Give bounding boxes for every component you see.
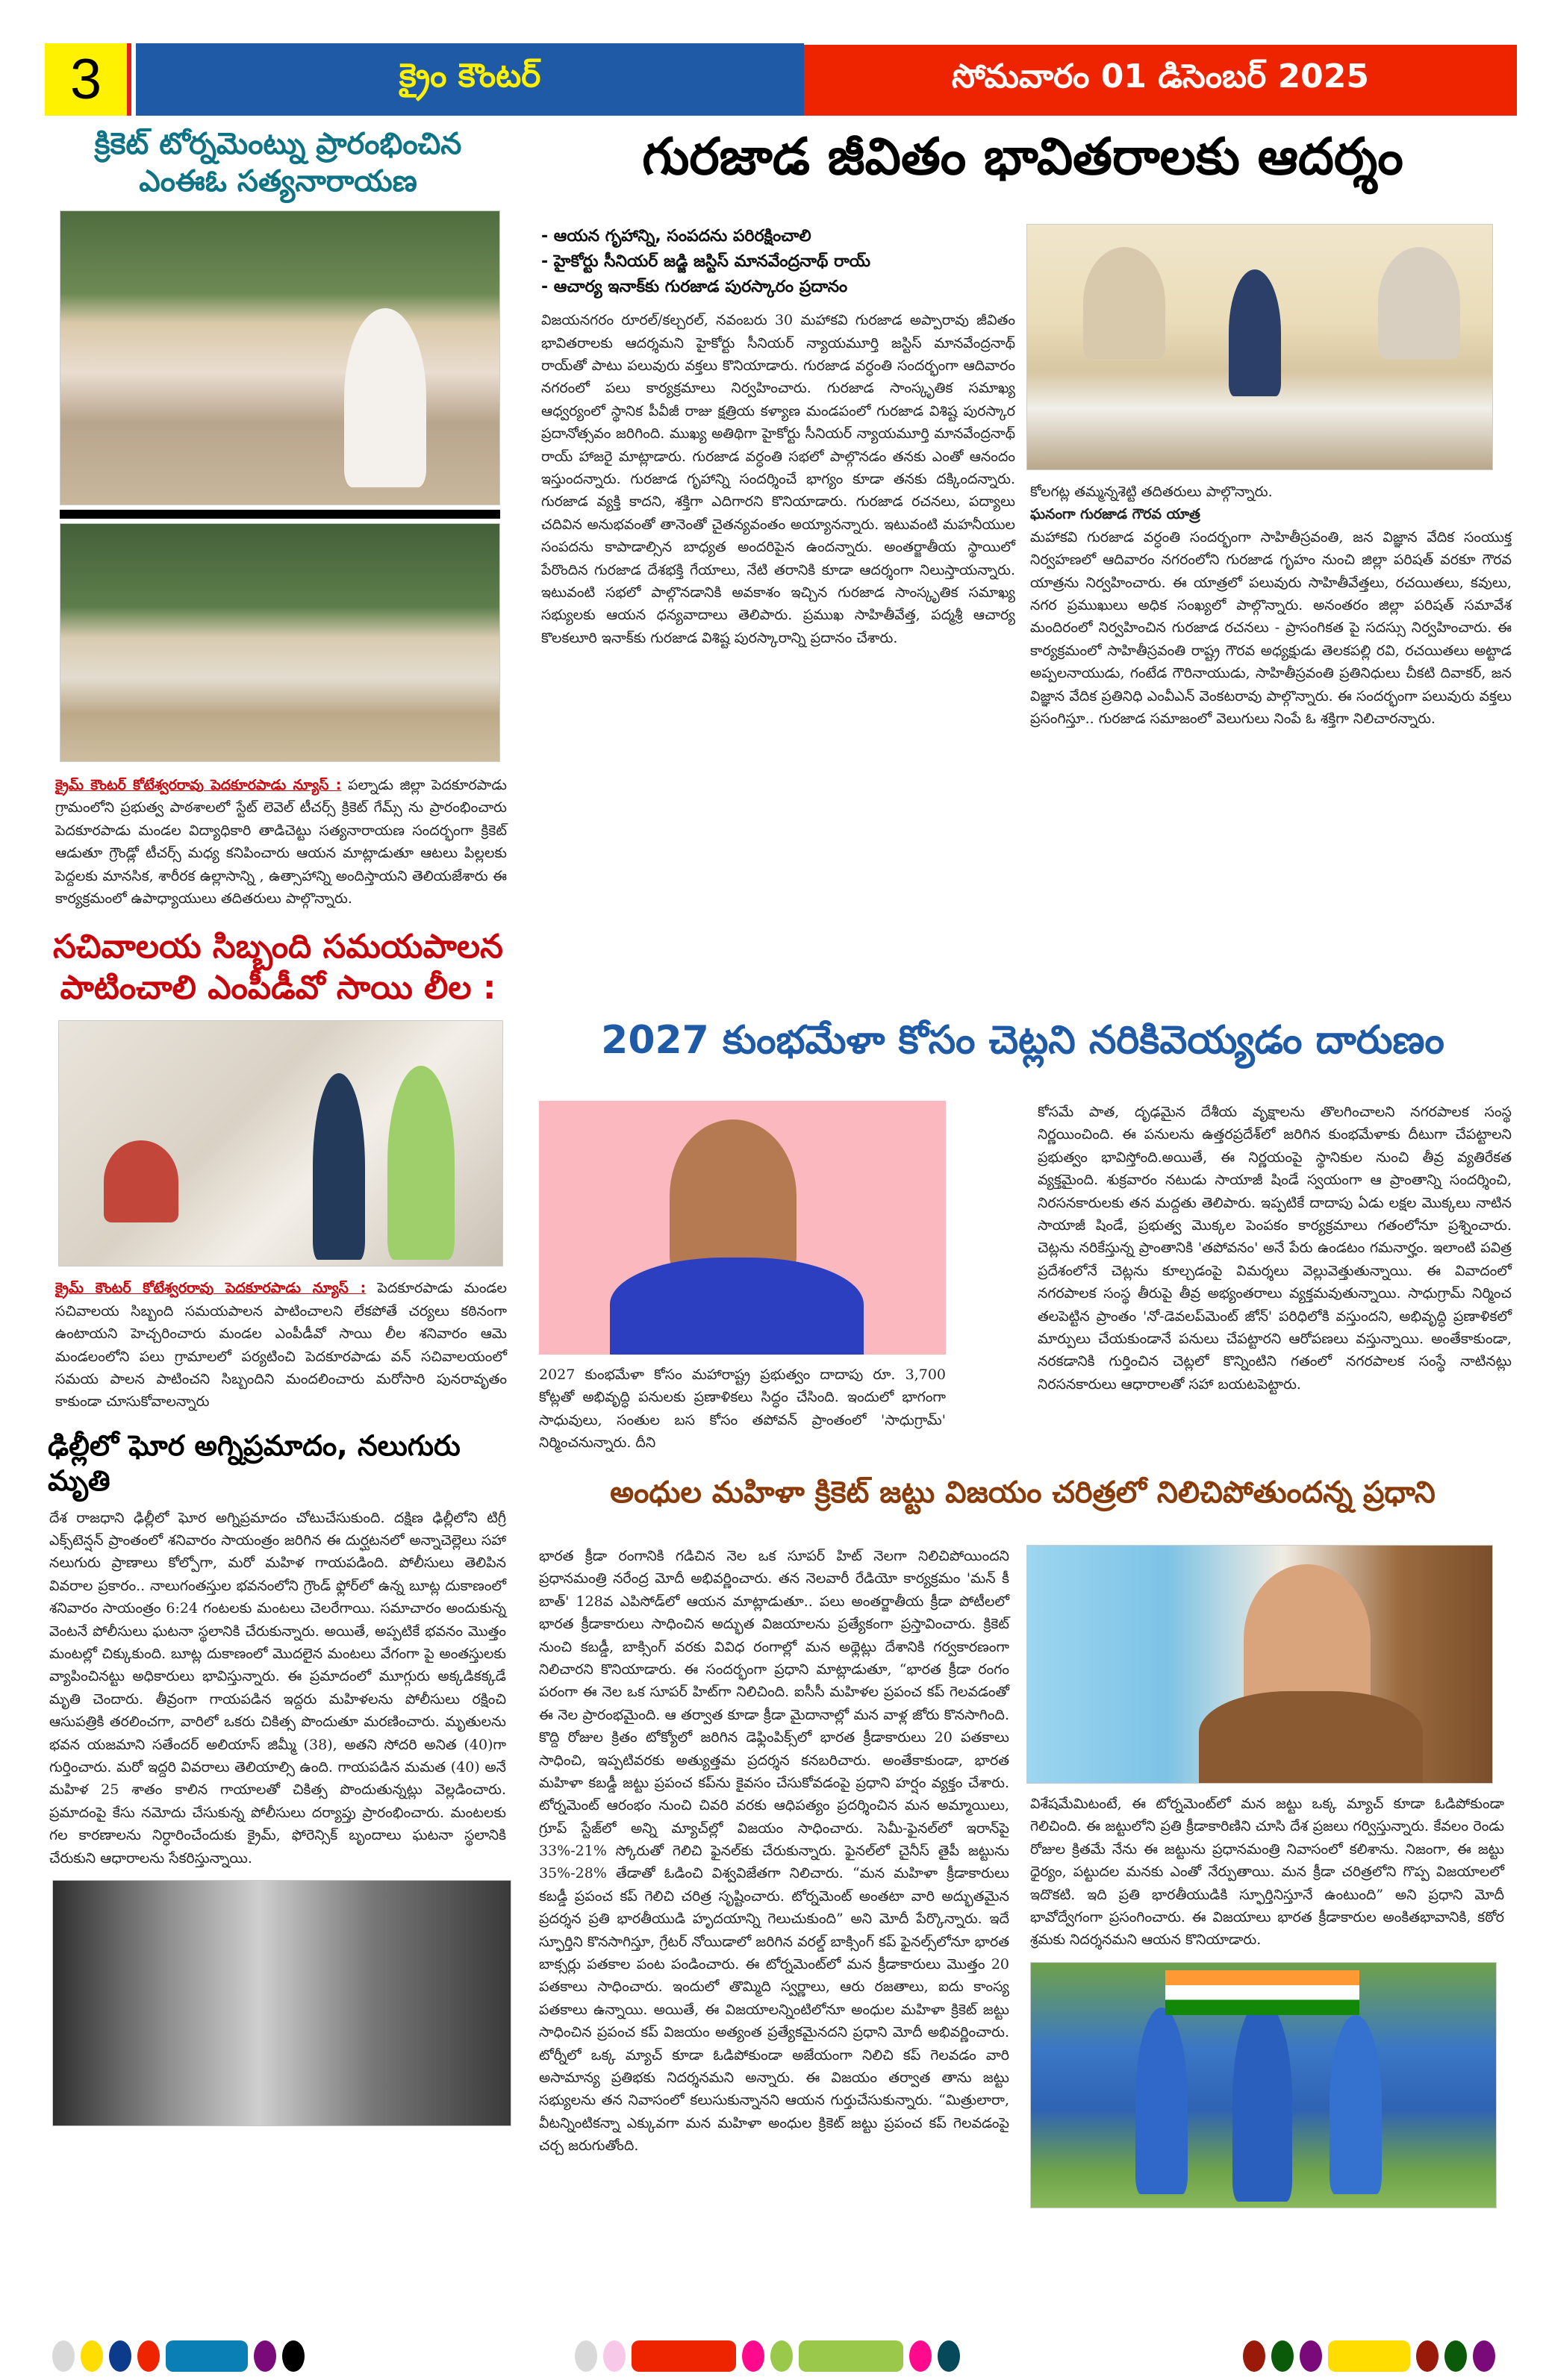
registration-mark <box>1271 2340 1294 2372</box>
gurajada-body-2: మహాకవి గురజాడ వర్ధంతి సందర్భంగా సాహితీస్రవంతి, జన విజ్ఞాన వేదిక సంయుక్త నిర్వహణలో ఆదివారం నగరంలోని గురజాడ గృహం నుంచి జిల్లా పరిషత్ వరకూ గౌరవ యాత్రను నిర్వహించారు. ఈ యాత్రలో పలువురు సాహితీవేత్తలు, రచయితలు, కవులు, నగర ప్రముఖులు అధిక సంఖ్యలో పాల్గొన్నారు. అనంతరం జిల్లా పరిషత్ సమావేశ మందిరంలో నిర్వహించిన గురజాడ రచనలు - ప్రాసంగికత పై సదస్సు నిర్వహించారు. ఈ కార్యక్రమంలో సాహితీస్రవంతి రాష్ట్ర గౌరవ అధ్యక్షుడు తెలకపల్లి రవి, రచయితలు అట్టాడ అప్పలనాయుడు, గంటేడ గౌరినాయుడు, సాహితీస్రవంతి ప్రతినిధులు చీకటి దివాకర్, జన విజ్ఞాన వేదిక ప్రతినిధి ఎంవీఎన్ వెంకటరావు పాల్గొన్నారు. ఈ సందర్భంగా పలువురు వక్తలు ప్రసంగిస్తూ.. గురజాడ సమాజంలో వెలుగులు నింపే ఓ శక్తిగా నిలిచారన్నారు. <box>1030 528 1512 727</box>
registration-mark <box>575 2340 597 2372</box>
modi-jacket <box>1199 1691 1423 1784</box>
gurajada-event-photo <box>1026 224 1493 470</box>
kumbhmela-left-column <box>539 1101 948 1467</box>
sachivalayam-headline: సచివాలయ సిబ్బంది సమయపాలన పాటించాలి ఎంపీడీవో సాయి లీల : <box>53 928 503 1008</box>
registration-mark <box>799 2340 903 2372</box>
gurajada-headline: గురజాడ జీవితం భావితరాలకు ఆదర్శం <box>642 127 1403 187</box>
registration-mark <box>770 2340 793 2372</box>
cricket-photo-2 <box>60 523 500 762</box>
blind-cricket-headline: అంధుల మహిళా క్రికెట్ జట్టు విజయం చరిత్రలో నిలిచిపోతుందన్న ప్రధాని <box>610 1475 1436 1510</box>
sachivalayam-byline: క్రైమ్ కౌంటర్ కోటేశ్వరరావు పెదకూరపాడు న్యూస్ : <box>55 1280 367 1297</box>
left-column <box>45 125 511 2331</box>
registration-mark <box>1444 2340 1467 2372</box>
mpdo-visit-photo <box>58 1020 503 1266</box>
registration-mark <box>909 2340 932 2372</box>
gurajada-bullets <box>541 224 1019 300</box>
blind-cricket-article-right <box>1030 1793 1504 1952</box>
player-figure <box>1135 2008 1188 2194</box>
page-number: 3 <box>45 43 131 116</box>
kumbhmela-article-right <box>1038 1101 1512 1396</box>
gurajada-bullet: - ఆయన గృహాన్ని, సంపదను పరిరక్షించాలి <box>541 227 811 246</box>
delhi-fire-article <box>49 1507 506 1870</box>
blind-cricket-left-column <box>539 1545 1013 2332</box>
blind-cricket-article-left <box>539 1545 1009 2158</box>
blind-cricket-body-left: భారత క్రీడా రంగానికి గడిచిన నెల ఒక సూపర్ హిట్ నెలగా నిలిచిపోయిందని ప్రధానమంత్రి నరేంద్ర మోదీ అభివర్ణించారు. తన నెలవారీ రేడియో కార్యక్రమం 'మన్ కీ బాత్' 128వ ఎపిసోడ్‌లో ఆయన మాట్లాడుతూ.. పలు అంతర్జాతీయ క్రీడా పోటీలలో భారత క్రీడాకారులు సాధించిన అద్భుత విజయాలను ప్రత్యేకంగా ప్రస్తావించారు. క్రికెట్ నుంచి కబడ్డీ, బాక్సింగ్ వరకు వివిధ రంగాల్లో మన అథ్లెట్లు దేశానికి గర్వకారణంగా నిలిచారని కొనియాడారు. ఈ సందర్భంగా ప్రధాని మాట్లాడుతూ, “భారత క్రీడా రంగం పరంగా ఈ నెల ఒక సూపర్ హిట్‌గా నిలిచింది. ఐసీసీ మహిళల ప్రపంచ కప్ గెలవడంతో ఈ నెల ప్రారంభమైంది. ఆ తర్వాత కూడా క్రీడా మైదానాల్లో మన వాళ్ల జోరు కొనసాగింది. కొద్ది రోజుల క్రితం టోక్యోలో జరిగిన డెఫ్లింపిక్స్‌లో భారత క్రీడాకారులు 20 పతకాలు సాధించి, ఇప్పటివరకు అత్యుత్తమ ప్రదర్శన కనబరిచారు. అంతేకాకుండా, భారత మహిళా కబడ్డీ జట్టు ప్రపంచ కప్‌ను కైవసం చేసుకోవడంపై ప్రధాని హర్షం వ్యక్తం చేశారు. టోర్నమెంట్ ఆరంభం నుంచి చివరి వరకు ఆధిపత్యం ప్రదర్శించిన మన అమ్మాయిలు, గ్రూప్ స్టేజ్‌లో అన్ని మ్యాచ్‌ల్లో విజయం సాధించారు. సెమీ-ఫైనల్‌లో ఇరాన్‌పై 33%-21% స్కోరుతో గెలిచి ఫైనల్‌కు చేరుకున్నారు. ఫైనల్‌లో చైనీస్ తైపీ జట్టును 35%-28% తేడాతో ఓడించి విశ్వవిజేతగా నిలిచారు. “మన మహిళా క్రీడాకారులు కబడ్డీ ప్రపంచ కప్ గెలిచి చరిత్ర సృష్టించారు. టోర్నమెంట్ అంతటా వారి అద్భుతమైన ప్రదర్శన ప్రతి భారతీయుడి హృదయాన్ని గెలుచుకుంది” అని మోదీ పేర్కొన్నారు. ఇదే స్ఫూర్తిని కొనసాగిస్తూ, గ్రేటర్ నోయిడాలో జరిగిన వరల్డ్ బాక్సింగ్ కప్ ఫైనల్స్‌లోనూ భారత బాక్సర్లు పతకాల పంట పండించారు. ఈ టోర్నమెంట్‌లో మన క్రీడాకారులు మొత్తం 20 పతకాలు సాధించారు. ఇందులో తొమ్మిది స్వర్ణాలు, ఆరు రజతాలు, ఐదు కాంస్య పతకాలు ఉన్నాయి. అయితే, ఈ విజయాలన్నింటిలోనూ అంధుల మహిళా క్రికెట్ జట్టు సాధించిన ప్రపంచ కప్ విజయం అత్యంత ప్రత్యేకమైనదని ప్రధాని మోదీ అభివర్ణించారు. టోర్నీలో ఒక్క మ్యాచ్ కూడా ఓడిపోకుండా అజేయంగా నిలిచి కప్ గెలవడం వారి అసామాన్య ప్రతిభకు నిదర్శనమని అన్నారు. ఈ విజయం తర్వాత తాను జట్టు సభ్యులను తన నివాసంలో కలుసుకున్నానని ఆయన గుర్తుచేసుకున్నారు. “మిత్రులారా, వీటన్నింటికన్నా ఎక్కువగా మన మహిళా అంధుల క్రికెట్ జట్టు ప్రపంచ కప్ గెలవడంపై చర్చ జరుగుతోంది. <box>539 1548 1009 2155</box>
photo-divider <box>60 510 500 519</box>
registration-mark <box>282 2340 305 2372</box>
shinde-shirt <box>610 1258 864 1355</box>
registration-mark <box>1416 2340 1438 2372</box>
gurajada-bullet: - ఆచార్య ఇనాక్‌కు గురజాడ పురస్కారం ప్రదానం <box>541 278 848 297</box>
player-figure <box>1330 2015 1382 2194</box>
registration-mark <box>938 2340 960 2372</box>
cricket-body: పల్నాడు జిల్లా పెదకూరపాడు గ్రామంలోని ప్రభుత్వ పాఠశాలలో స్టేట్ లెవెల్ టీచర్స్ క్రికెట్ గేమ్స్ ను ప్రారంభించారు పెదకూరపాడు మండల విద్యాధికారి తాడిచెట్టు సత్యనారాయణ సందర్భంగా క్రికెట్ ఆడుతూ గ్రౌండ్లో టీచర్స్ మధ్య కనిపించారు ఆయన మాట్లాడుతూ ఆటలు పిల్లలకు పెద్దలకు మానసిక, శారీరక ఉల్లాసాన్ని , ఉత్సాహాన్ని అందిస్తాయని తెలియజేశారు ఈ కార్యక్రమంలో ఉపాధ్యాయులు తదితరులు పాల్గొన్నారు. <box>55 777 507 907</box>
gurajada-body: విజయనగరం రూరల్/కల్చరల్, నవంబరు 30 మహాకవి గురజాడ అప్పారావు జీవితం భావితరాలకు ఆదర్శమని హైకోర్టు సీనియర్ న్యాయమూర్తి జస్టిస్ మానవేంద్రనాథ్ రాయ్‌తో పాటు పలువురు వక్తలు కొనియాడారు. గురజాడ వర్ధంతి సందర్భంగా ఆదివారం నగరంలో పలు కార్యక్రమాలు నిర్వహించారు. గురజాడ సాంస్కృతిక సమాఖ్య ఆధ్వర్యంలో స్థానిక పీవీజీ రాజు క్షత్రియ కళ్యాణ మండపంలో గురజాడ విశిష్ట పురస్కార ప్రదానోత్సవం జరిగింది. ముఖ్య అతిథిగా హైకోర్టు సీనియర్ న్యాయమూర్తి మానవేంద్రనాథ్ రాయ్ హాజరై మాట్లాడారు. గురజాడ వర్ధంతి సభలో పాల్గొనడం తనకు ఎంతో ఆనందం ఇస్తుందన్నారు. గురజాడ గృహాన్ని సందర్శించే భాగ్యం కూడా తనకు దక్కిందన్నారు. గురజాడ వ్యక్తి కాదని, శక్తిగా ఎదిగారని కొనియాడారు. గురజాడ రచనలు, పద్యాలు చదివిన అనుభవంతో తానెంతో చైతన్యవంతం అయ్యానన్నారు. ఇటువంటి మహనీయుల సంపదను కాపాడాల్సిన బాధ్యత అందరిపైన ఉందన్నారు. అంతర్జాతీయ స్థాయిలో పేరొందిన గురజాడ దేశభక్తి గేయాలు, నేటి తరానికి కూడా ఆదర్శంగా నిలుస్తాయన్నారు. ఇటువంటి సభలో పాల్గొనడానికి అవకాశం ఇచ్చిన గురజాడ సాంస్కృతిక సమాఖ్య సభ్యులకు ఆయన ధన్యవాదాలు తెలిపారు. ప్రముఖ సాహితీవేత్త, పద్మశ్రీ ఆచార్య కొలకలూరి ఇనాక్‌కు గురజాడ విశిష్ట పురస్కారాన్ని ప్రదానం చేశారు. <box>541 312 1015 646</box>
pm-modi-photo <box>1026 1545 1493 1784</box>
registration-mark <box>1473 2340 1495 2372</box>
sayaji-shinde-photo <box>539 1101 946 1355</box>
delhi-fire-headline: ఢిల్లీలో ఘోర అగ్నిప్రమాదం, నలుగురు మృతి <box>48 1428 461 1498</box>
player-figure <box>1232 2000 1292 2202</box>
gurajada-right-column <box>1026 224 1519 1008</box>
sachivalayam-article <box>55 1277 507 1413</box>
delhi-fire-body: దేశ రాజధాని ఢిల్లీలో ఘోర అగ్నిప్రమాదం చోటుచేసుకుంది. దక్షిణ ఢిల్లీలోని టిగ్రీ ఎక్స్‌టెన్షన్ ప్రాంతంలో శనివారం సాయంత్రం జరిగిన ఈ దుర్ఘటనలో అన్నాచెల్లెలు సహా నలుగురు ప్రాణాలు కోల్పోగా, మరో మహిళ గాయపడింది. పోలీసులు తెలిపిన వివరాల ప్రకారం.. నాలుగంతస్తుల భవనంలోని గ్రౌండ్ ఫ్లోర్‌లో ఉన్న బూట్ల దుకాణంలో శనివారం సాయంత్రం 6:24 గంటలకు మంటలు చెలరేగాయి. సమాచారం అందుకున్న వెంటనే పోలీసులు ఘటనా స్థలానికి చేరుకున్నారు. అయితే, అప్పటికే భవనం మొత్తం మంటల్లో చిక్కుకుంది. బూట్ల దుకాణంలో మొదలైన మంటలు వేగంగా పై అంతస్తులకు వ్యాపించినట్టు అధికారులు భావిస్తున్నారు. ఈ ప్రమాదంలో మూగ్గురు అక్కడికక్కడే మృతి చెందారు. తీవ్రంగా గాయపడిన ఇద్దరు మహిళలను పోలీసులు రక్షించి ఆసుపత్రికి తరలించగా, వారిలో ఒకరు చికిత్స పొందుతూ మరణించారు. మృతులను భవన యజమాని సతేందర్ అలియాస్ జిమ్మీ (38), అతని సోదరి అనిత (40)గా గుర్తించారు. మరో ఇద్దరి వివరాలు తెలియాల్సి ఉంది. గాయపడిన మమత (40) అనే మహిళ 25 శాతం కాలిన గాయాలతో చికిత్స పొందుతున్నట్లు వెల్లడించారు. ప్రమాదంపై కేసు నమోదు చేసుకున్న పోలీసులు దర్యాప్తు ప్రారంభించారు. మంటలకు గల కారణాలను నిర్ధారించేందుకు క్రైమ్, ఫోరెన్సిక్ బృందాలు ఘటనా స్థలానికి చేరుకుని ఆధారాలను సేకరిస్తున్నాయి. <box>49 1509 506 1867</box>
sachivalayam-body: పెదకూరపాడు మండల సచివాలయ సిబ్బంది సమయపాలన పాటించాలని లేకపోతే చర్యలు కఠినంగా ఉంటాయని హెచ్చరించారు మండల ఎంపీడీవో సాయి లీల శనివారం ఆమె మండలంలోని పలు గ్రామాలలో పర్యటించి పెదకూరపాడు వన్ సచివాలయంలో సమయ పాలన పాటించని సిబ్బందిని మందలించారు మరోసారి పునరావృతం కాకుండా చూసుకోవాలన్నారు <box>55 1280 507 1411</box>
registration-mark <box>166 2340 248 2372</box>
registration-mark <box>632 2340 736 2372</box>
gurajada-article <box>541 309 1015 649</box>
kumbhmela-article-left <box>539 1364 946 1455</box>
gurajada-body-continued: కోలగట్ల తమ్మన్నశెట్టి తదితరులు పాల్గొన్నారు. <box>1030 484 1273 500</box>
registration-mark <box>52 2340 75 2372</box>
gurajada-bullet: - హైకోర్టు సీనియర్ జడ్జి జస్టిస్ మానవేంద్రనాథ్ రాయ్ <box>541 252 871 272</box>
gurajada-article-continued <box>1030 481 1512 730</box>
kumbhmela-right-column <box>1038 1101 1515 1467</box>
mpdo-figure <box>104 1140 178 1222</box>
gurajada-portrait <box>1083 247 1165 359</box>
kumbhmela-headline: 2027 కుంభమేళా కోసం చెట్లని నరికివెయ్యడం దారుణం <box>601 1018 1444 1063</box>
indian-flag <box>1165 1970 1359 2015</box>
cricket-article <box>55 774 507 910</box>
registration-mark <box>1243 2340 1265 2372</box>
cricket-headline: క్రికెట్ టోర్నమెంట్ను ప్రారంభించిన ఎంఈఓ సత్యనారాయణ <box>94 127 462 199</box>
blind-cricket-team-photo <box>1030 1962 1497 2208</box>
registration-mark <box>742 2340 764 2372</box>
blind-cricket-right-column <box>1026 1545 1519 2332</box>
speaker-figure <box>1229 269 1281 396</box>
cricket-byline: క్రైమ్ కౌంటర్ కోటేశ్వరరావు పెదకూరపాడు న్యూస్ : <box>55 777 342 793</box>
registration-mark <box>1300 2340 1322 2372</box>
batsman-figure <box>344 308 426 487</box>
fire-victim-photo <box>52 1880 511 2126</box>
registration-mark <box>81 2340 103 2372</box>
gurajada-subhead: ఘనంగా గురజాడ గౌరవ యాత్ర <box>1030 506 1200 523</box>
registration-mark <box>254 2340 276 2372</box>
issue-date: సోమవారం 01 డిసెంబర్ 2025 <box>804 45 1517 116</box>
staff-figure-2 <box>387 1066 455 1260</box>
staff-figure-1 <box>313 1073 365 1260</box>
gurajada-left-column <box>541 224 1019 1008</box>
kumbhmela-body-right: కోసమే పాత, దృఢమైన దేశీయ వృక్షాలను తొలగించాలని నగరపాలక సంస్థ నిర్ణయించింది. ఈ పనులను ఉత్తరప్రదేశ్‌లో జరిగిన కుంభమేళాకు దీటుగా చేపట్టాలని ప్రభుత్వం భావిస్తోంది.అయితే, ఈ నిర్ణయంపై స్థానికుల నుంచి తీవ్ర వ్యతిరేకత వ్యక్తమైంది. శుక్రవారం నటుడు సాయాజీ షిండే స్వయంగా ఆ ప్రాంతాన్ని సందర్శించి, నిరసనకారులకు తన మద్దతు తెలిపారు. ఇప్పటికే దాదాపు ఏడు లక్షల మొక్కలు నాటిన సాయాజీ షిండే, ప్రభుత్వ మొక్కల పెంపకం కార్యక్రమాలు గతంలోనూ ప్రశ్నించారు. చెట్లను నరికేస్తున్న ప్రాంతానికి 'తపోవనం' అనే పేరు ఉండటం గమనార్హం. ఇలాంటి పవిత్ర ప్రదేశంలోనే చెట్లను కూల్చడంపై విమర్శలు వెల్లువెత్తుతున్నాయి. ఈ వివాదంలో నగరపాలక సంస్థ తీరుపై తీవ్ర అభ్యంతరాలు వ్యక్తమవుతున్నాయి. సాధుగ్రామ్ నిర్మించ తలపెట్టిన ప్రాంతం 'నో-డెవలప్‌మెంట్ జోన్' పరిధిలోకి వస్తుందని, అభివృద్ధి ప్రణాళికలో మార్పులు చేయకుండానే పనులు చేపట్టారని ఆరోపణలు వస్తున్నాయి. అంతేకాకుండా, నరకడానికి గుర్తించిన చెట్లలో కొన్నింటిని గతంలో నగరపాలక సంస్థే నాటినట్లు నిరసనకారులు ఆధారాలతో సహా బయటపెట్టారు. <box>1038 1104 1512 1393</box>
shinde-face <box>670 1119 797 1272</box>
second-portrait <box>1378 247 1460 359</box>
kumbhmela-body-left: 2027 కుంభమేళా కోసం మహారాష్ట్ర ప్రభుత్వం దాదాపు రూ. 3,700 కోట్లతో అభివృద్ధి పనులకు ప్రణాళికలు సిద్ధం చేసింది. ఇందులో భాగంగా సాధువులు, సంతుల బస కోసం తపోవన్ ప్రాంతంలో 'సాధుగ్రామ్' నిర్మించనున్నారు. దీని <box>539 1367 946 1452</box>
registration-mark <box>1328 2340 1410 2372</box>
registration-mark <box>109 2340 131 2372</box>
section-title: క్రైం కౌంటర్ <box>136 43 804 116</box>
registration-mark <box>603 2340 626 2372</box>
blind-cricket-body-right: విశేషమేమిటంటే, ఈ టోర్నమెంట్‌లో మన జట్టు ఒక్క మ్యాచ్ కూడా ఓడిపోకుండా గెలిచింది. ఈ జట్టులోని ప్రతి క్రీడాకారిణిని చూసి దేశ ప్రజలు గర్విస్తున్నారు. కేవలం రెండు రోజుల క్రితమే నేను ఈ జట్టును ప్రధానమంత్రి నివాసంలో కలిశాను. నిజంగా, ఈ జట్టు ధైర్యం, పట్టుదల మనకు ఎంతో నేర్పుతాయి. మన క్రీడా చరిత్రలోని గొప్ప విజయాలలో ఇదొకటి. ఇది ప్రతి భారతీయుడికి స్ఫూర్తినిస్తూనే ఉంటుంది” అని ప్రధాని మోదీ భావోద్వేగంగా ప్రసంగించారు. ఈ విజయాలు భారత క్రీడాకారుల అంకితభావానికి, కఠోర శ్రమకు నిదర్శనమని ఆయన కొనియాడారు. <box>1030 1796 1504 1949</box>
registration-mark <box>137 2340 160 2372</box>
cricket-photo-1 <box>60 210 500 505</box>
